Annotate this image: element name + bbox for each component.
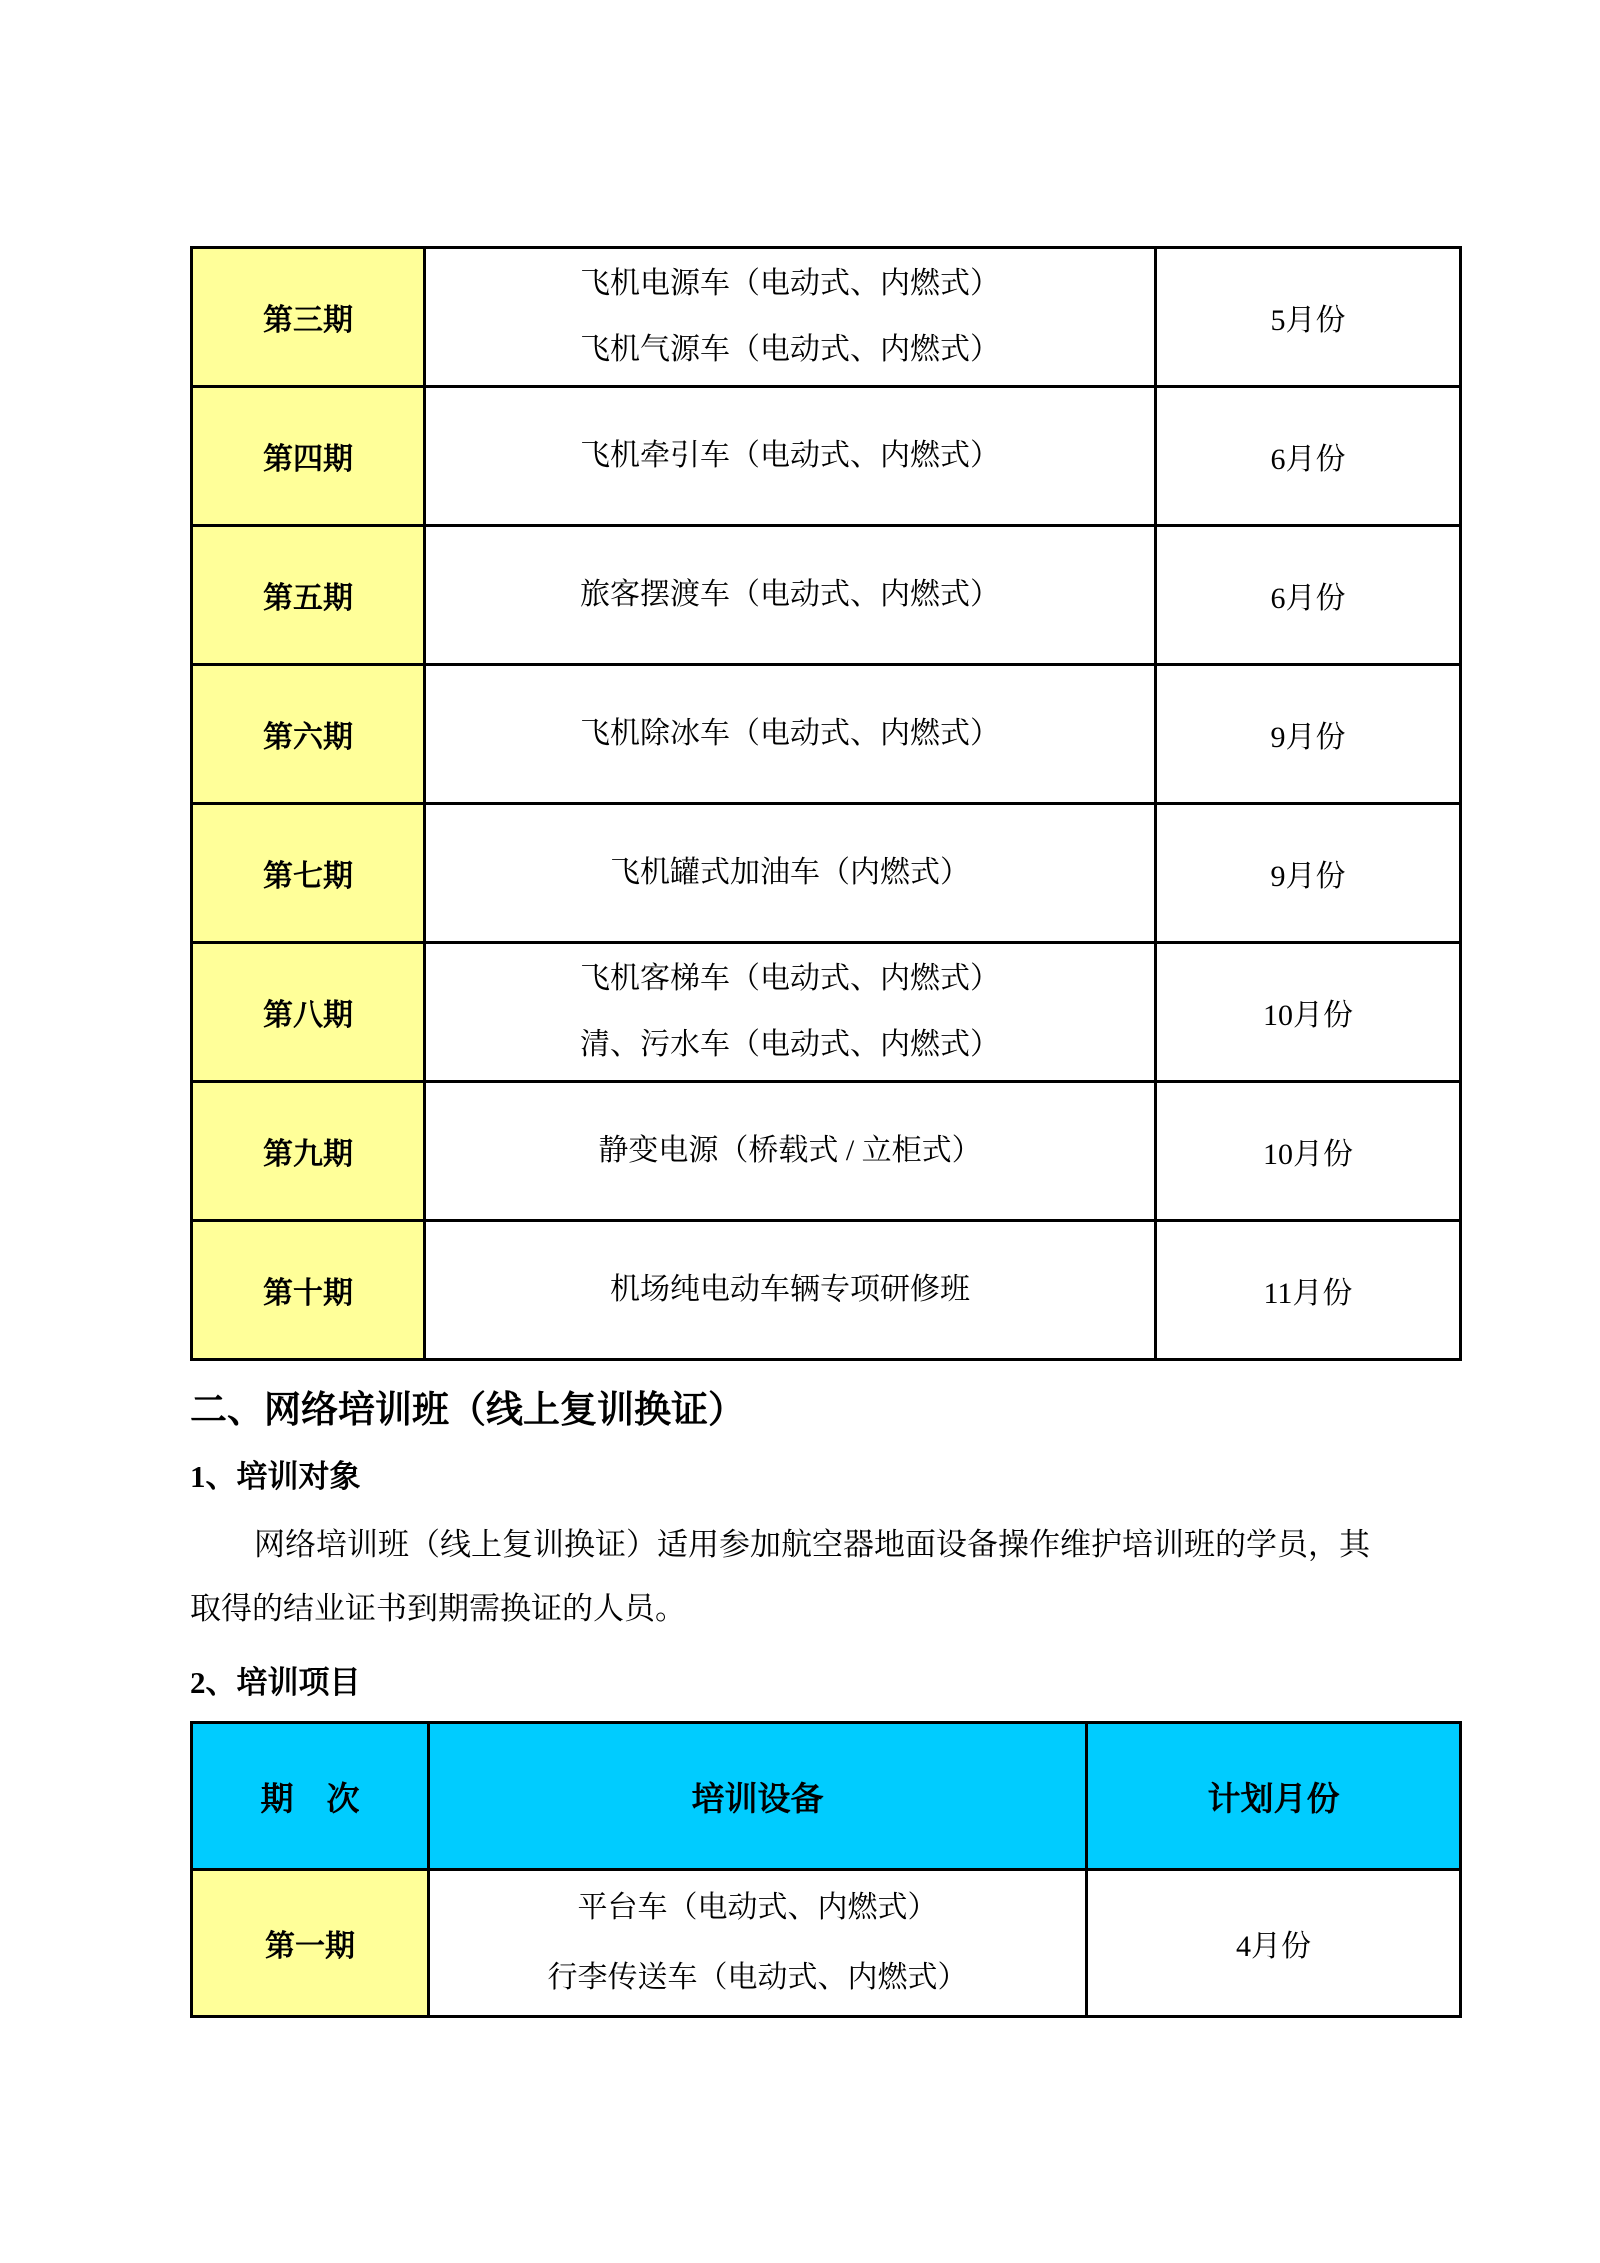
- equipment-line: 旅客摆渡车（电动式、内燃式）: [580, 578, 1000, 611]
- sub-heading-training-items: 2、培训项目: [190, 1665, 361, 1700]
- online-training-table: [190, 1721, 1462, 2018]
- table-row: [192, 1221, 1461, 1360]
- equipment-line: 飞机客梯车（电动式、内燃式）: [580, 962, 1000, 995]
- sub-heading-training-target: 1、培训对象: [190, 1459, 361, 1494]
- header-month: 计划月份: [1087, 1723, 1461, 1870]
- equipment-cell: [425, 526, 1156, 665]
- equipment-cell: [425, 665, 1156, 804]
- section-heading: 二、网络培训班（线上复训换证）: [190, 1390, 745, 1431]
- equipment-line: 清、污水车（电动式、内燃式）: [580, 1028, 1000, 1061]
- table-row: [192, 1870, 1461, 2017]
- period-cell: 第八期: [192, 943, 425, 1082]
- period-cell: 第九期: [192, 1082, 425, 1221]
- period-cell: 第三期: [192, 248, 425, 387]
- table-row: [192, 1082, 1461, 1221]
- equipment-line: 飞机罐式加油车（内燃式）: [610, 856, 970, 889]
- period-cell: 第四期: [192, 387, 425, 526]
- month-cell: 11月份: [1156, 1221, 1461, 1360]
- period-cell: 第一期: [192, 1870, 429, 2017]
- equipment-line: 平台车（电动式、内燃式）: [577, 1891, 938, 1924]
- month-cell: 6月份: [1156, 387, 1461, 526]
- month-cell: 10月份: [1156, 943, 1461, 1082]
- equipment-cell: [425, 387, 1156, 526]
- month-cell: 9月份: [1156, 804, 1461, 943]
- equipment-cell: [425, 1221, 1156, 1360]
- equipment-cell: [425, 943, 1156, 1082]
- paragraph-line: 取得的结业证书到期需换证的人员。: [190, 1591, 686, 1626]
- table-row: [192, 248, 1461, 387]
- equipment-line: 静变电源（桥载式 / 立柜式）: [598, 1134, 982, 1167]
- equipment-line: 飞机气源车（电动式、内燃式）: [580, 333, 1000, 366]
- paragraph: [190, 1513, 1450, 1641]
- month-cell: 6月份: [1156, 526, 1461, 665]
- period-cell: 第五期: [192, 526, 425, 665]
- header-equipment: 培训设备: [429, 1723, 1087, 1870]
- period-cell: 第六期: [192, 665, 425, 804]
- paragraph-line: 网络培训班（线上复训换证）适用参加航空器地面设备操作维护培训班的学员，其: [254, 1527, 1370, 1562]
- period-cell: 第七期: [192, 804, 425, 943]
- equipment-cell: [425, 248, 1156, 387]
- table-row: [192, 804, 1461, 943]
- table-row: [192, 943, 1461, 1082]
- month-cell: 10月份: [1156, 1082, 1461, 1221]
- table-row: [192, 526, 1461, 665]
- table-row: [192, 665, 1461, 804]
- month-cell: 9月份: [1156, 665, 1461, 804]
- equipment-line: 飞机电源车（电动式、内燃式）: [580, 267, 1000, 300]
- equipment-line: 行李传送车（电动式、内燃式）: [547, 1961, 968, 1994]
- equipment-line: 飞机除冰车（电动式、内燃式）: [580, 717, 1000, 750]
- table-header-row: [192, 1723, 1461, 1870]
- table-row: [192, 387, 1461, 526]
- period-cell: 第十期: [192, 1221, 425, 1360]
- equipment-cell: [425, 804, 1156, 943]
- equipment-line: 机场纯电动车辆专项研修班: [610, 1273, 970, 1306]
- equipment-cell: [429, 1870, 1087, 2017]
- month-cell: 4月份: [1087, 1870, 1461, 2017]
- equipment-line: 飞机牵引车（电动式、内燃式）: [580, 439, 1000, 472]
- month-cell: 5月份: [1156, 248, 1461, 387]
- header-period: 期 次: [192, 1723, 429, 1870]
- training-schedule-table: [190, 246, 1462, 1361]
- equipment-cell: [425, 1082, 1156, 1221]
